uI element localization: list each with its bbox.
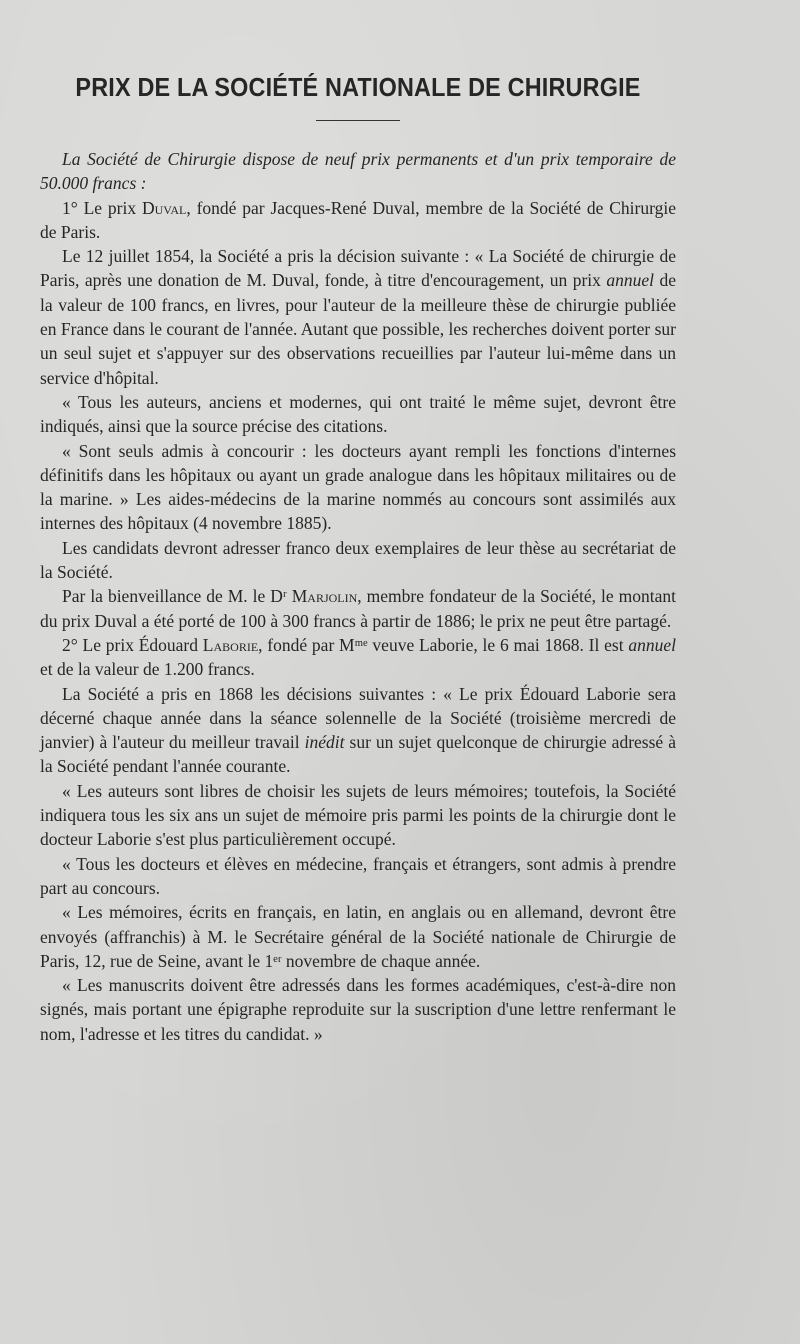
paragraph-manuscrits: « Les manuscrits doivent être adressés dans les formes académiques, c'est-à-dire non signés, mais portant une épigraphe reproduite sur la suscription d'une lettre renfermant le nom, l'adresse et les titres du candidat. »: [40, 975, 676, 1044]
paragraph-decision-1854: Le 12 juillet 1854, la Société a pris la décision suivante : « La Société de chirurgie de Paris, après une donation de M. Duval, fonde, à titre d'encouragement, un prix annuel de la valeur de 100 francs, en livres, pour l'auteur de la meilleure thèse de chirurgie publiée en France dans le courant de l'année. Autant que possible, les recherches doivent porter sur un seul sujet et s'appuyer sur des observations recueillies par l'auteur lui-même dans un service d'hôpital.: [40, 246, 676, 388]
name-marjolin: Marjolin: [291, 586, 358, 607]
document-page: [40, 64, 676, 1046]
paragraph-candidats: Les candidats devront adresser franco deux exemplaires de leur thèse au secrétariat de la Société.: [40, 537, 676, 583]
name-laborie: Laborie: [202, 634, 259, 655]
paragraph-prix-duval: 1° Le prix Duval, fondé par Jacques-René Duval, membre de la Société de Chirurgie de Paris.: [40, 197, 676, 242]
intro-paragraph: La Société de Chirurgie dispose de neuf prix permanents et d'un prix temporaire de 50.000 francs :: [40, 149, 676, 194]
paragraph-sujets: « Les auteurs sont libres de choisir les sujets de leurs mémoires; toutefois, la Société indiquera tous les six ans un sujet de mémoire pris parmi les points de la chirurgie dont le docteur Laborie s'est plus particulièrement occupé.: [40, 780, 676, 850]
page-title: PRIX DE LA SOCIÉTÉ NATIONALE DE CHIRURGIE: [75, 72, 641, 102]
paragraph-marjolin: Par la bienveillance de M. le Dʳ Marjolin, membre fondateur de la Société, le montant du prix Duval a été porté de 100 à 300 francs à partir de 1886; le prix ne peut être partagé.: [40, 586, 677, 631]
paragraph-memoires: « Les mémoires, écrits en français, en latin, en anglais ou en allemand, devront être envoyés (affranchis) à M. le Secrétaire général de la Société nationale de Chirurgie de Paris, 12, rue de Seine, avant le 1ᵉʳ novembre de chaque année.: [40, 902, 676, 971]
paragraph-prix-laborie: 2° Le prix Édouard Laborie, fondé par Mᵐᵉ veuve Laborie, le 6 mai 1868. Il est annuel et de la valeur de 1.200 francs.: [40, 634, 676, 680]
title-rule: [316, 120, 400, 121]
paragraph-decisions-1868: La Société a pris en 1868 les décisions suivantes : « Le prix Édouard Laborie sera décerné chaque année dans la séance solennelle de la Société (troisième mercredi de janvier) à l'auteur du meilleur travail inédit sur un sujet quelconque de chirurgie adressé à la Société pendant l'année courante.: [40, 683, 676, 777]
paragraph-concours: « Tous les docteurs et élèves en médecine, français et étrangers, sont admis à prendre part au concours.: [40, 853, 676, 898]
paragraph-admission: « Sont seuls admis à concourir : les docteurs ayant rempli les fonctions d'internes définitifs dans les hôpitaux ou ayant un grade analogue dans les hôpitaux militaires ou de la marine. » Les aides-médecins de la marine nommés au concours sont assimilés aux internes des hôpitaux (4 novembre 1885).: [40, 440, 676, 534]
paragraph-auteurs-cites: « Tous les auteurs, anciens et modernes, qui ont traité le même sujet, devront être indiqués, ainsi que la source précise des citations.: [40, 391, 676, 437]
name-duval: Duval: [141, 197, 187, 218]
